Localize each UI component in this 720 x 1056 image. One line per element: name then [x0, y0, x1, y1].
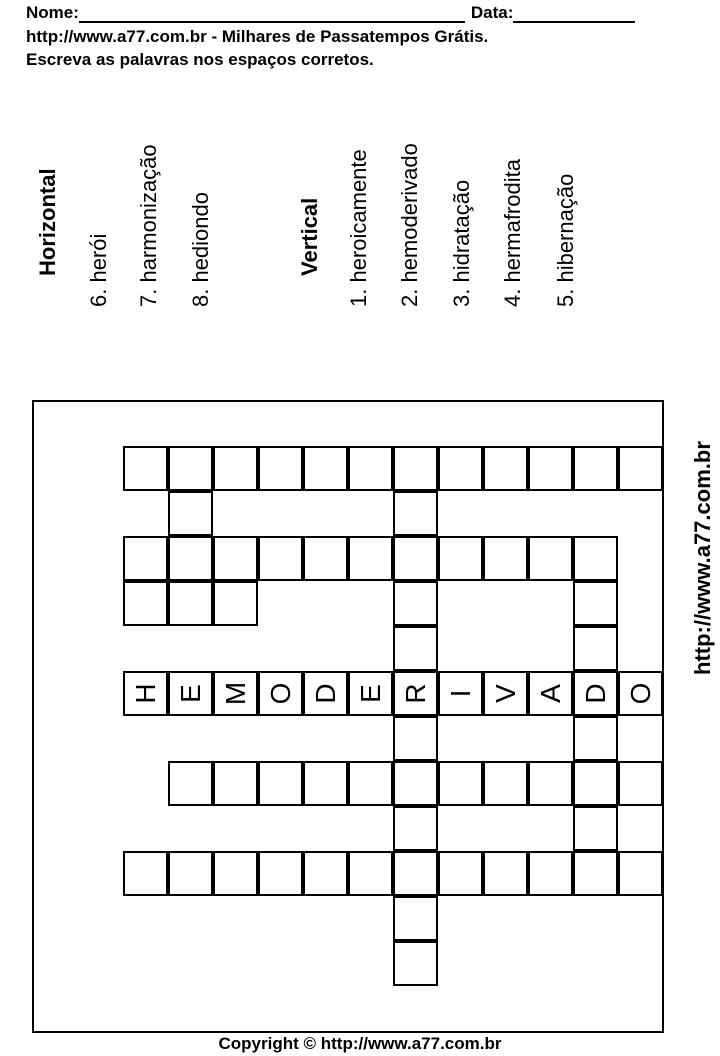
grid-cell[interactable]: [528, 446, 573, 491]
grid-cell[interactable]: [573, 626, 618, 671]
grid-cell[interactable]: [393, 851, 438, 896]
grid-cell[interactable]: [573, 761, 618, 806]
grid-cell[interactable]: [438, 446, 483, 491]
grid-cell[interactable]: [213, 446, 258, 491]
grid-cell[interactable]: [348, 761, 393, 806]
grid-cell[interactable]: [168, 446, 213, 491]
grid-cell[interactable]: [573, 581, 618, 626]
grid-cell[interactable]: [348, 446, 393, 491]
instruction-text: Escreva as palavras nos espaços corretos.: [26, 50, 374, 69]
grid-cell[interactable]: [438, 851, 483, 896]
grid-cell[interactable]: [303, 851, 348, 896]
grid-letter: A: [534, 684, 566, 703]
vertical-clue-3: 3. hidratação: [449, 179, 474, 307]
grid-cell[interactable]: [573, 446, 618, 491]
grid-letter: I: [444, 689, 476, 698]
grid-cell[interactable]: [573, 716, 618, 761]
grid-cell[interactable]: [168, 536, 213, 581]
grid-cell[interactable]: [393, 581, 438, 626]
horizontal-title: Horizontal: [35, 168, 60, 276]
grid-cell[interactable]: [573, 851, 618, 896]
grid-cell[interactable]: [618, 446, 663, 491]
grid-cell[interactable]: [573, 536, 618, 581]
grid-cell[interactable]: [618, 851, 663, 896]
grid-cell[interactable]: [168, 581, 213, 626]
grid-cell[interactable]: [483, 761, 528, 806]
grid-cell[interactable]: [483, 446, 528, 491]
grid-cell[interactable]: [168, 761, 213, 806]
grid-cell[interactable]: [348, 536, 393, 581]
copyright-footer: Copyright © http://www.a77.com.br: [218, 1034, 502, 1053]
grid-letter: D: [309, 683, 341, 704]
grid-cell[interactable]: [618, 761, 663, 806]
grid-cell[interactable]: [303, 761, 348, 806]
grid-cell[interactable]: [213, 761, 258, 806]
grid-cell[interactable]: [393, 716, 438, 761]
grid-cell[interactable]: [393, 491, 438, 536]
grid-cell[interactable]: [438, 536, 483, 581]
grid-letter: E: [354, 684, 386, 703]
grid-cell[interactable]: [393, 626, 438, 671]
grid-cell[interactable]: [123, 536, 168, 581]
grid-letter: H: [129, 683, 161, 704]
grid-cell[interactable]: [213, 851, 258, 896]
grid-cell[interactable]: [393, 446, 438, 491]
grid-cell[interactable]: [213, 581, 258, 626]
grid-cell[interactable]: [393, 806, 438, 851]
grid-cell[interactable]: [438, 761, 483, 806]
horizontal-clue-8: 8. hediondo: [188, 192, 213, 307]
site-line: http://www.a77.com.br - Milhares de Passatempos Grátis.: [26, 27, 489, 46]
horizontal-clue-7: 7. harmonização: [136, 144, 161, 307]
grid-cell[interactable]: [123, 446, 168, 491]
date-label: Data:: [470, 3, 514, 22]
grid-cell[interactable]: [123, 851, 168, 896]
vertical-clue-2: 2. hemoderivado: [397, 143, 422, 307]
crossword-board: [32, 400, 664, 1033]
grid-cell[interactable]: [168, 491, 213, 536]
grid-cell[interactable]: [393, 896, 438, 941]
grid-cell[interactable]: [348, 851, 393, 896]
grid-letter: E: [174, 684, 206, 703]
grid-letter: O: [624, 682, 656, 705]
grid-letter: V: [489, 684, 521, 703]
grid-cell[interactable]: [573, 806, 618, 851]
horizontal-clue-6: 6. herói: [86, 233, 111, 307]
vertical-clue-5: 5. hibernação: [553, 173, 578, 307]
grid-letter: M: [219, 681, 251, 706]
side-url: http://www.a77.com.br: [690, 441, 715, 675]
grid-letter: R: [399, 683, 431, 704]
grid-cell[interactable]: [258, 761, 303, 806]
grid-cell[interactable]: [258, 446, 303, 491]
grid-letter: O: [264, 682, 296, 705]
grid-cell[interactable]: [483, 851, 528, 896]
vertical-clue-4: 4. hermafrodita: [500, 159, 525, 307]
grid-cell[interactable]: [528, 761, 573, 806]
grid-cell[interactable]: [393, 536, 438, 581]
grid-cell[interactable]: [528, 851, 573, 896]
vertical-title: Vertical: [297, 197, 322, 276]
grid-cell[interactable]: [483, 536, 528, 581]
name-input-line[interactable]: [79, 5, 465, 23]
date-input-line[interactable]: [513, 5, 635, 23]
header-name-date: [26, 3, 635, 23]
grid-cell[interactable]: [393, 941, 438, 986]
grid-cell[interactable]: [303, 446, 348, 491]
grid-cell[interactable]: [528, 536, 573, 581]
name-label: Nome:: [26, 3, 79, 22]
grid-cell[interactable]: [213, 536, 258, 581]
vertical-clue-1: 1. heroicamente: [346, 149, 371, 307]
grid-cell[interactable]: [258, 851, 303, 896]
grid-cell[interactable]: [303, 536, 348, 581]
grid-cell[interactable]: [258, 536, 303, 581]
grid-cell[interactable]: [168, 851, 213, 896]
grid-letter: D: [579, 683, 611, 704]
grid-cell[interactable]: [123, 581, 168, 626]
grid-cell[interactable]: [393, 761, 438, 806]
